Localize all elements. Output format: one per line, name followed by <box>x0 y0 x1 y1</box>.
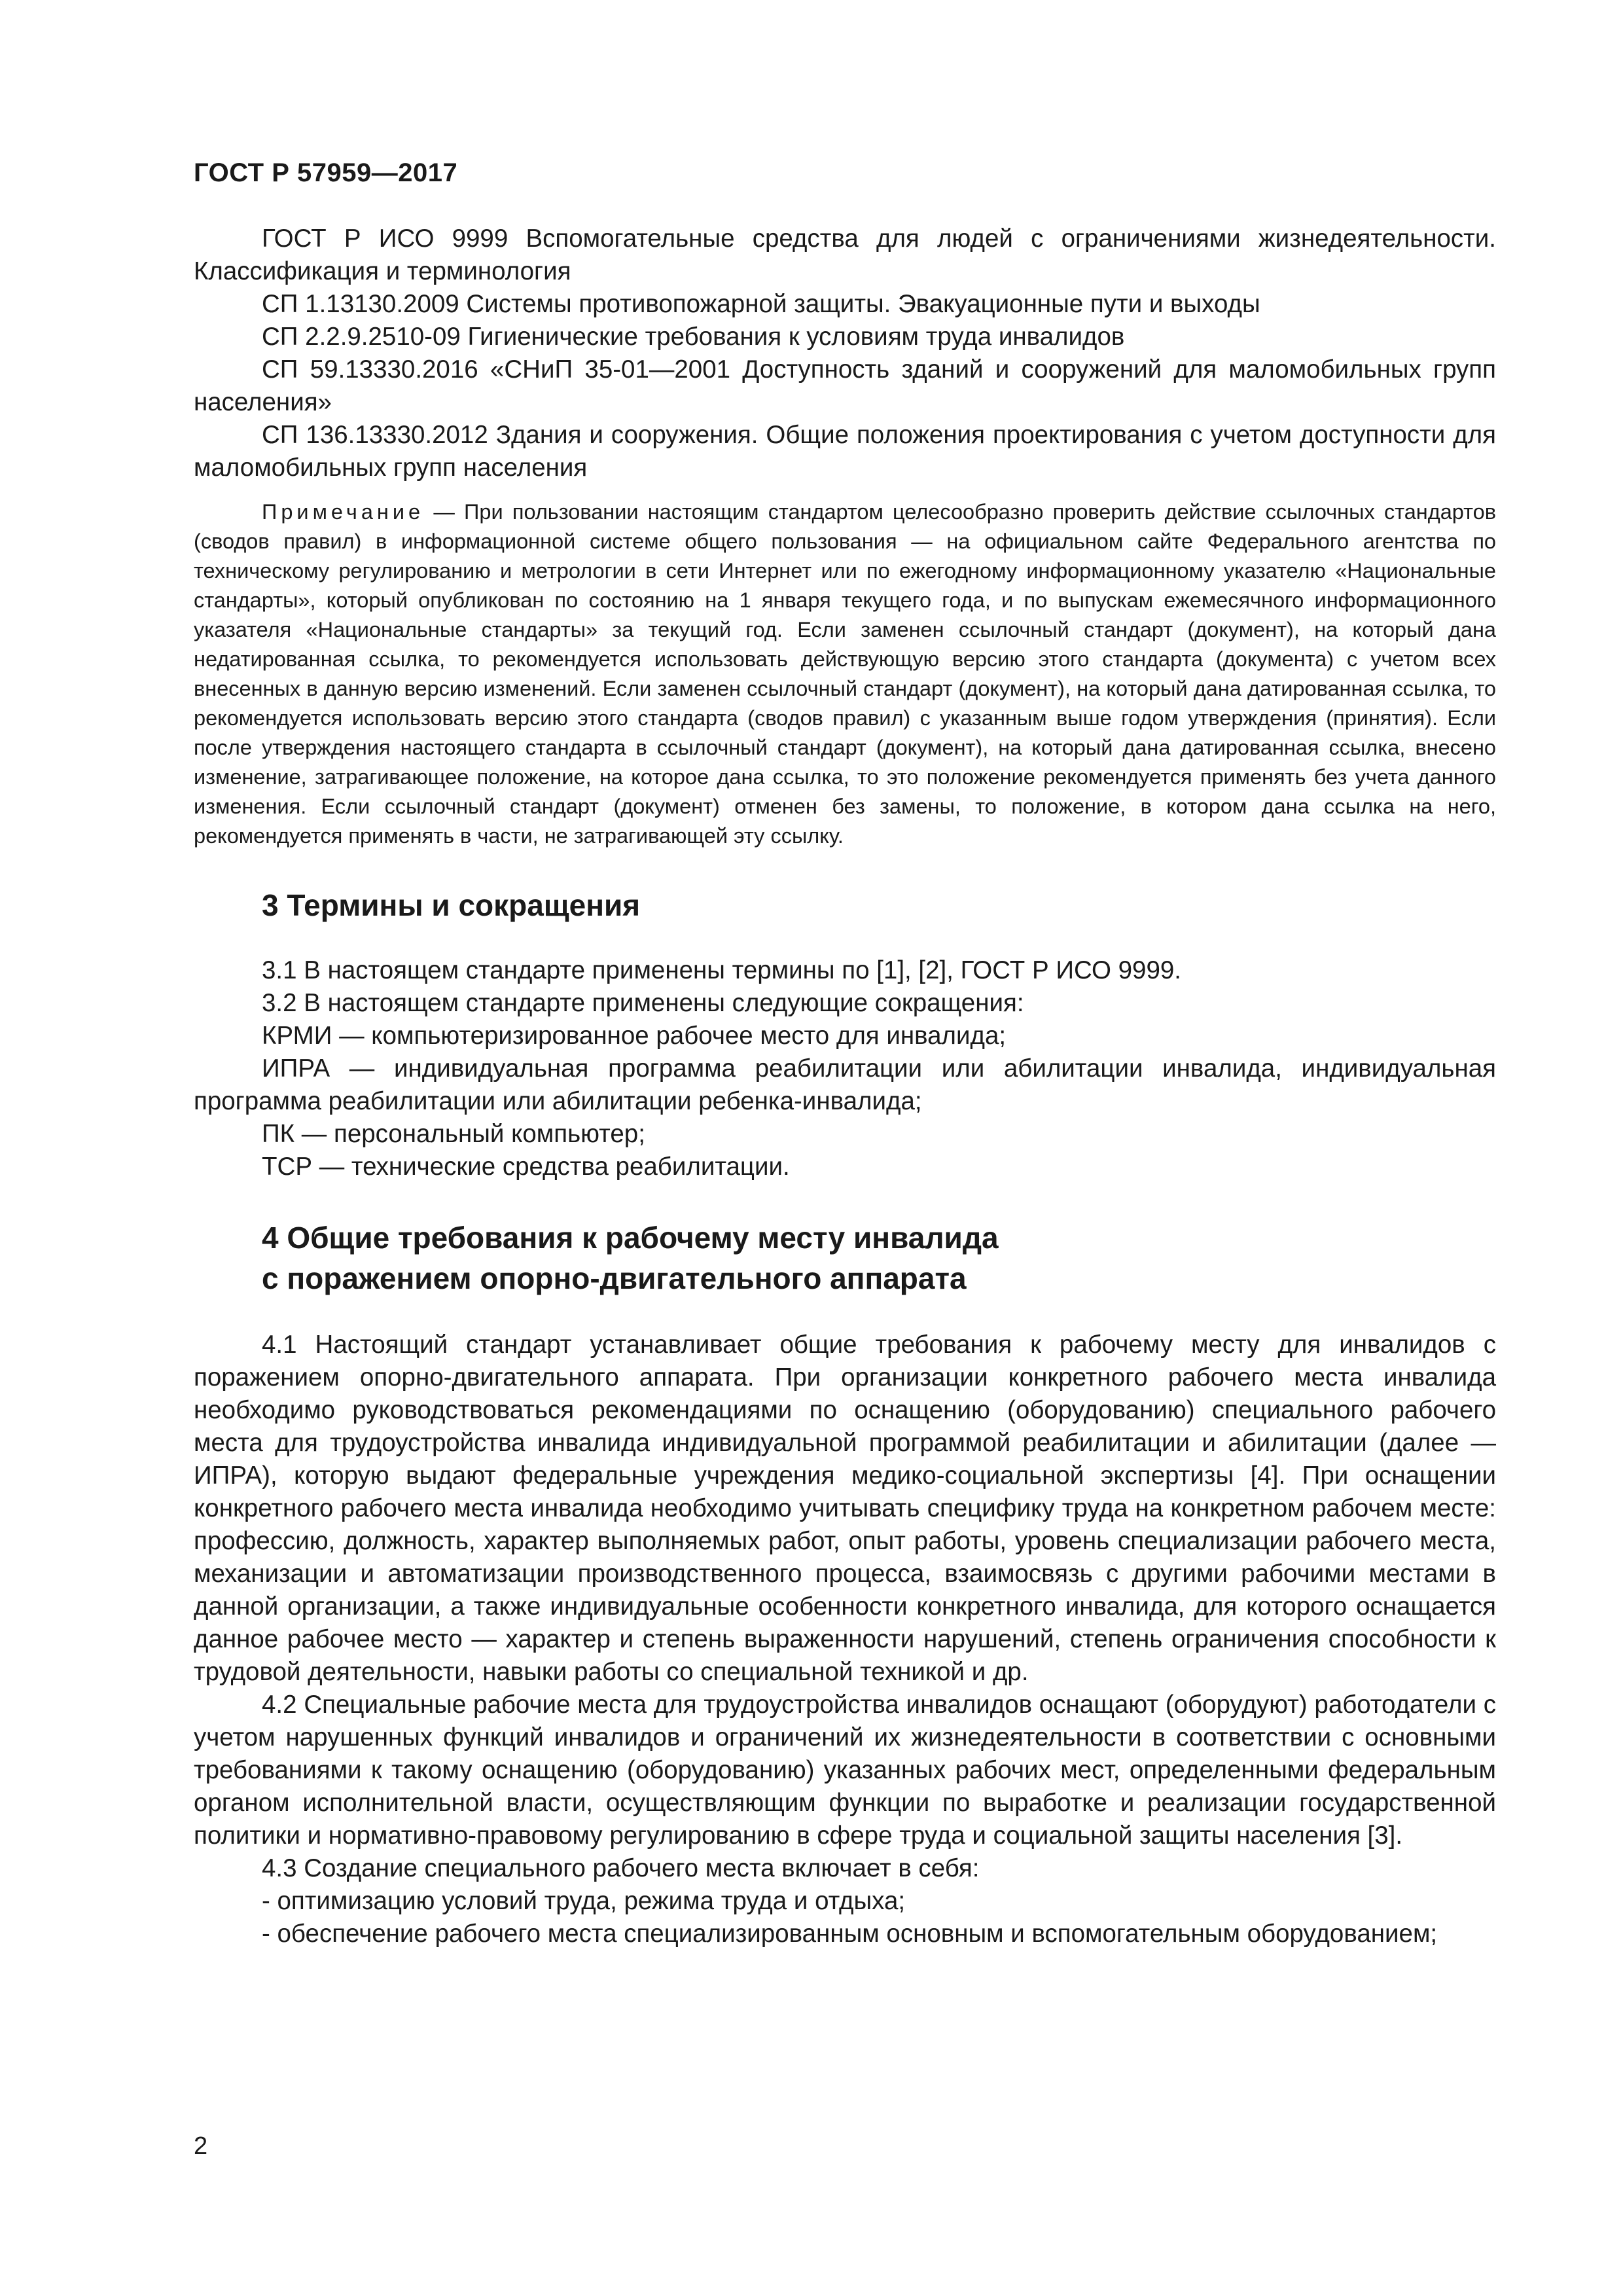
page-content <box>194 223 1496 1950</box>
abbreviation-item: ИПРА — индивидуальная программа реабилитации или абилитации инвалида, индивидуальная программа реабилитации или абилитации ребенка-инвалида; <box>194 1054 1496 1115</box>
section-4-paragraph: 4.1 Настоящий стандарт устанавливает общие требования к рабочему месту для инвалидов с поражением опорно-двигательного аппарата. При организации конкретного рабочего места инвалида необходимо руководствоваться рекомендациями по оснащению (оборудованию) специального рабочего места для трудоустройства инвалида индивидуальной программой реабилитации и абилитации (далее — ИПРА), которую выдают федеральные учреждения медико-социальной экспертизы [4]. При оснащении конкретного рабочего места инвалида необходимо учитывать специфику труда на конкретном рабочем месте: профессию, должность, характер выполняемых работ, опыт работы, уровень специализации рабочего места, механизации и автоматизации производственного процесса, взаимосвязь с другими рабочими местами в данной организации, а также индивидуальные особенности конкретного инвалида, для которого оснащается данное рабочее место — характер и степень выраженности нарушений, степень ограничения способности к трудовой деятельности, навыки работы со специальной техникой и др. <box>194 1331 1496 1686</box>
section-3-title: 3 Термины и сокращения <box>262 888 641 922</box>
section-3-body <box>194 954 1496 1183</box>
section-3-paragraph: 3.2 В настоящем стандарте применены следующие сокращения: <box>262 989 1024 1017</box>
abbreviation-item: КРМИ — компьютеризированное рабочее место для инвалида; <box>262 1022 1007 1050</box>
note-block <box>194 497 1496 851</box>
abbreviation-item: ТСР — технические средства реабилитации. <box>262 1153 790 1181</box>
section-4-title-line-1: 4 Общие требования к рабочему месту инвалида <box>262 1221 999 1255</box>
list-item: - обеспечение рабочего места специализированным основным и вспомогательным оборудованием; <box>262 1920 1438 1948</box>
abbreviation-item: ПК — персональный компьютер; <box>262 1120 645 1148</box>
note-paragraph <box>194 497 1496 851</box>
reference-item: СП 59.13330.2016 «СНиП 35-01—2001 Доступность зданий и сооружений для маломобильных групп населения» <box>194 355 1496 416</box>
document-id-header: ГОСТ Р 57959—2017 <box>194 158 458 187</box>
reference-item: СП 2.2.9.2510-09 Гигиенические требования к условиям труда инвалидов <box>262 323 1125 351</box>
page-number: 2 <box>194 2132 208 2160</box>
section-4-title-line-2: с поражением опорно-двигательного аппарата <box>262 1261 967 1295</box>
section-4-paragraph: 4.2 Специальные рабочие места для трудоустройства инвалидов оснащают (оборудуют) работодатели с учетом нарушенных функций инвалидов и ограничений их жизнедеятельности в соответствии с основными требованиями к такому оснащению (оборудованию) указанных рабочих мест, определенными федеральным органом исполнительной власти, осуществляющим функции по выработке и реализации государственной политики и нормативно-правовому регулированию в сфере труда и социальной защиты населения [3]. <box>194 1691 1496 1850</box>
normative-references <box>194 223 1496 484</box>
note-label: Примечание <box>262 500 425 524</box>
note-text: — При пользовании настоящим стандартом целесообразно проверить действие ссылочных стандартов (сводов правил) в информационной системе общего пользования — на официальном сайте Федерального агентства по техническому регулированию и метрологии в сети Интернет или по ежегодному информационному указателю «Национальные стандарты», который опубликован по состоянию на 1 января текущего года, и по выпускам ежемесячного информационного указателя «Национальные стандарты» за текущий год. Если заменен ссылочный стандарт (документ), на который дана недатированная ссылка, то рекомендуется использовать действующую версию этого стандарта (документа) с учетом всех внесенных в данную версию изменений. Если заменен ссылочный стандарт (документ), на который дана датированная ссылка, то рекомендуется использовать версию этого стандарта (сводов правил) с указанным выше годом утверждения (принятия). Если после утверждения настоящего стандарта в ссылочный стандарт (документ), на который дана датированная ссылка, внесено изменение, затрагивающее положение, на которое дана ссылка, то это положение рекомендуется применять без учета данного изменения. Если ссылочный стандарт (документ) отменен без замены, то положение, в котором дана ссылка на него, рекомендуется применять в части, не затрагивающей эту ссылку. <box>194 500 1496 848</box>
section-3-paragraph: 3.1 В настоящем стандарте применены термины по [1], [2], ГОСТ Р ИСО 9999. <box>262 956 1181 984</box>
section-4-paragraph: 4.3 Создание специального рабочего места включает в себя: <box>262 1854 980 1882</box>
reference-item: ГОСТ Р ИСО 9999 Вспомогательные средства для людей с ограничениями жизнедеятельности. Классификация и терминология <box>194 224 1496 285</box>
reference-item: СП 1.13130.2009 Системы противопожарной защиты. Эвакуационные пути и выходы <box>262 290 1260 318</box>
reference-item: СП 136.13330.2012 Здания и сооружения. Общие положения проектирования с учетом доступности для маломобильных групп населения <box>194 421 1496 482</box>
list-item: - оптимизацию условий труда, режима труда и отдыха; <box>262 1887 906 1915</box>
section-4-body <box>194 1329 1496 1950</box>
section-4-title <box>194 1217 1496 1299</box>
